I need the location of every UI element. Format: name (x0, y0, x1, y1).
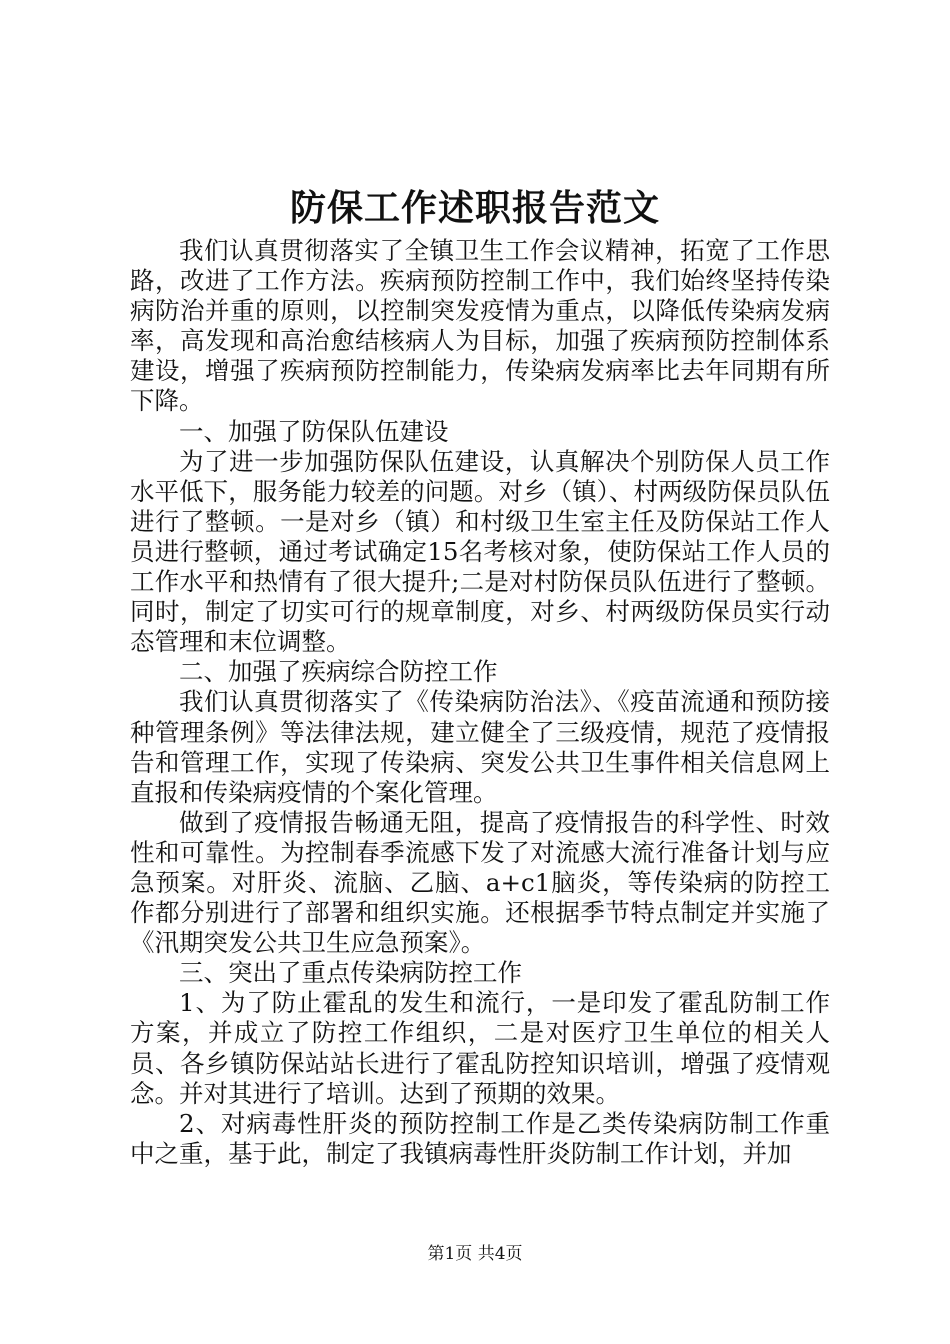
section-heading-2: 二、加强了疾病综合防控工作 (179, 657, 498, 687)
paragraph-laws: 我们认真贯彻落实了《传染病防治法》、《疫苗流通和预防接种管理条例》等法律法规，建立健全了三级疫情，规范了疫情报告和管理工作，实现了传染病、突发公共卫生事件相关信息网上直报和传染病疫情的个案化管理。 (130, 687, 830, 807)
document-title: 防保工作述职报告范文 (289, 187, 660, 229)
document-body (130, 236, 830, 1169)
section-heading-3: 三、突出了重点传染病防控工作 (179, 958, 522, 988)
paragraph-cholera: 1、为了防止霍乱的发生和流行，一是印发了霍乱防制工作方案，并成立了防控工作组织，二是对医疗卫生单位的相关人员、各乡镇防保站站长进行了霍乱防控知识培训，增强了疫情观念。并对其进行了培训。达到了预期的效果。 (130, 988, 830, 1108)
paragraph-intro: 我们认真贯彻落实了全镇卫生工作会议精神，拓宽了工作思路，改进了工作方法。疾病预防控制工作中，我们始终坚持传染病防治并重的原则，以控制突发疫情为重点，以降低传染病发病率，高发现和高治愈结核病人为目标，加强了疾病预防控制体系建设，增强了疾病预防控制能力，传染病发病率比去年同期有所下降。 (130, 236, 830, 416)
paragraph-reporting: 做到了疫情报告畅通无阻，提高了疫情报告的科学性、时效性和可靠性。为控制春季流感下发了对流感大流行准备计划与应急预案。对肝炎、流脑、乙脑、a+c1脑炎，等传染病的防控工作都分别进行了部署和组织实施。还根据季节特点制定并实施了《汛期突发公共卫生应急预案》。 (130, 807, 830, 958)
paragraph-hepatitis: 2、对病毒性肝炎的预防控制工作是乙类传染病防制工作重中之重，基于此，制定了我镇病毒性肝炎防制工作计划，并加 (130, 1108, 830, 1168)
paragraph-team-building: 为了进一步加强防保队伍建设，认真解决个别防保人员工作水平低下，服务能力较差的问题。对乡（镇）、村两级防保员队伍进行了整顿。一是对乡（镇）和村级卫生室主任及防保站工作人员进行整顿，通过考试确定15名考核对象，使防保站工作人员的工作水平和热情有了很大提升;二是对村防保员队伍进行了整顿。同时，制定了切实可行的规章制度，对乡、村两级防保员实行动态管理和末位调整。 (130, 446, 830, 657)
section-heading-1: 一、加强了防保队伍建设 (179, 416, 449, 446)
page-footer: 第1页 共4页 (427, 1244, 523, 1264)
